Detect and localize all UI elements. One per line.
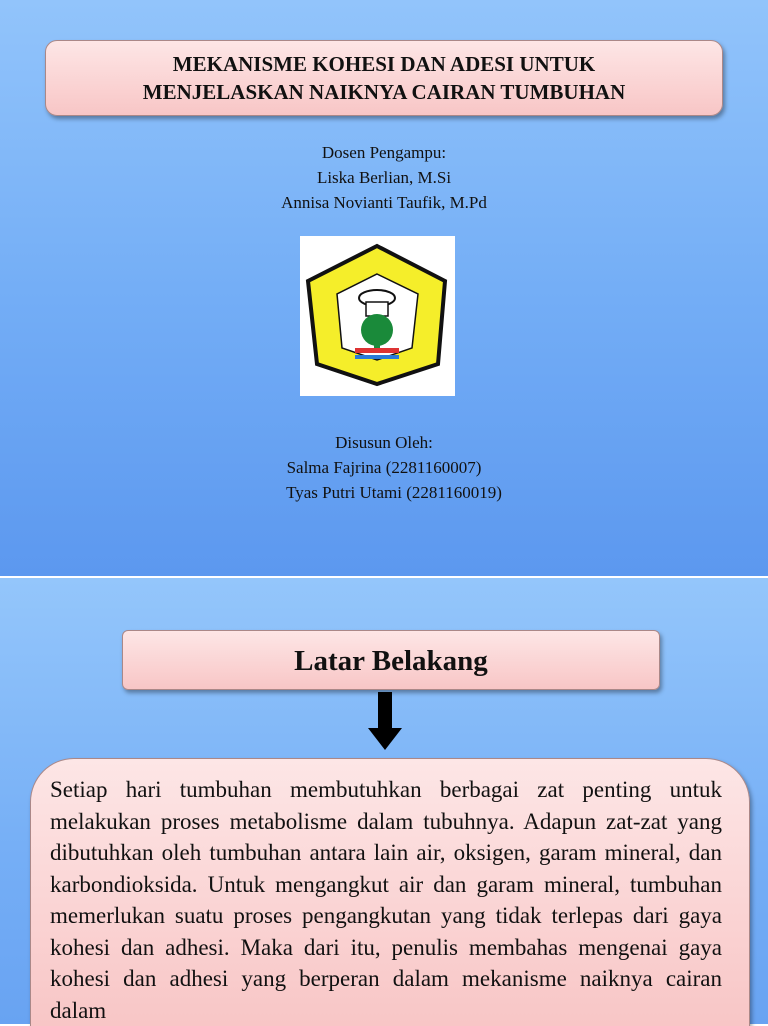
title-line-1: MEKANISME KOHESI DAN ADESI UNTUK — [172, 52, 596, 76]
dosen-label: Dosen Pengampu: — [321, 143, 447, 162]
title-line-2: MENJELASKAN NAIKNYA CAIRAN TUMBUHAN — [142, 80, 626, 104]
university-logo — [300, 236, 455, 396]
title-box — [45, 40, 723, 116]
section-heading: Latar Belakang — [122, 630, 660, 690]
background-slide — [0, 576, 768, 1024]
lecturer-1: Liska Berlian, M.Si — [316, 168, 452, 187]
authors — [0, 430, 768, 505]
arrow-down-icon — [368, 692, 402, 752]
author-1: Salma Fajrina (2281160007) — [286, 458, 482, 477]
lecturer-2: Annisa Novianti Taufik, M.Pd — [281, 193, 487, 212]
body-text-box — [30, 758, 750, 1026]
body-paragraph: Setiap hari tumbuhan membutuhkan berbagai zat penting untuk melakukan proses metabolisme dalam tubuhnya. Adapun zat-zat yang dibutuhkan oleh tumbuhan antara lain air, oksigen, garam mineral, dan karbondioksida. Untuk mengangkut air dan garam mineral, tumbuhan memerlukan suatu proses pengangkutan yang tidak terlepas dari gaya kohesi dan adhesi. Maka dari itu, penulis membahas mengenai gaya kohesi dan adhesi yang berperan dalam mekanisme naiknya cairan dalam — [50, 777, 722, 1023]
author-2: Tyas Putri Utami (2281160019) — [286, 483, 502, 502]
lecturers — [0, 140, 768, 215]
disusun-label: Disusun Oleh: — [335, 433, 433, 452]
